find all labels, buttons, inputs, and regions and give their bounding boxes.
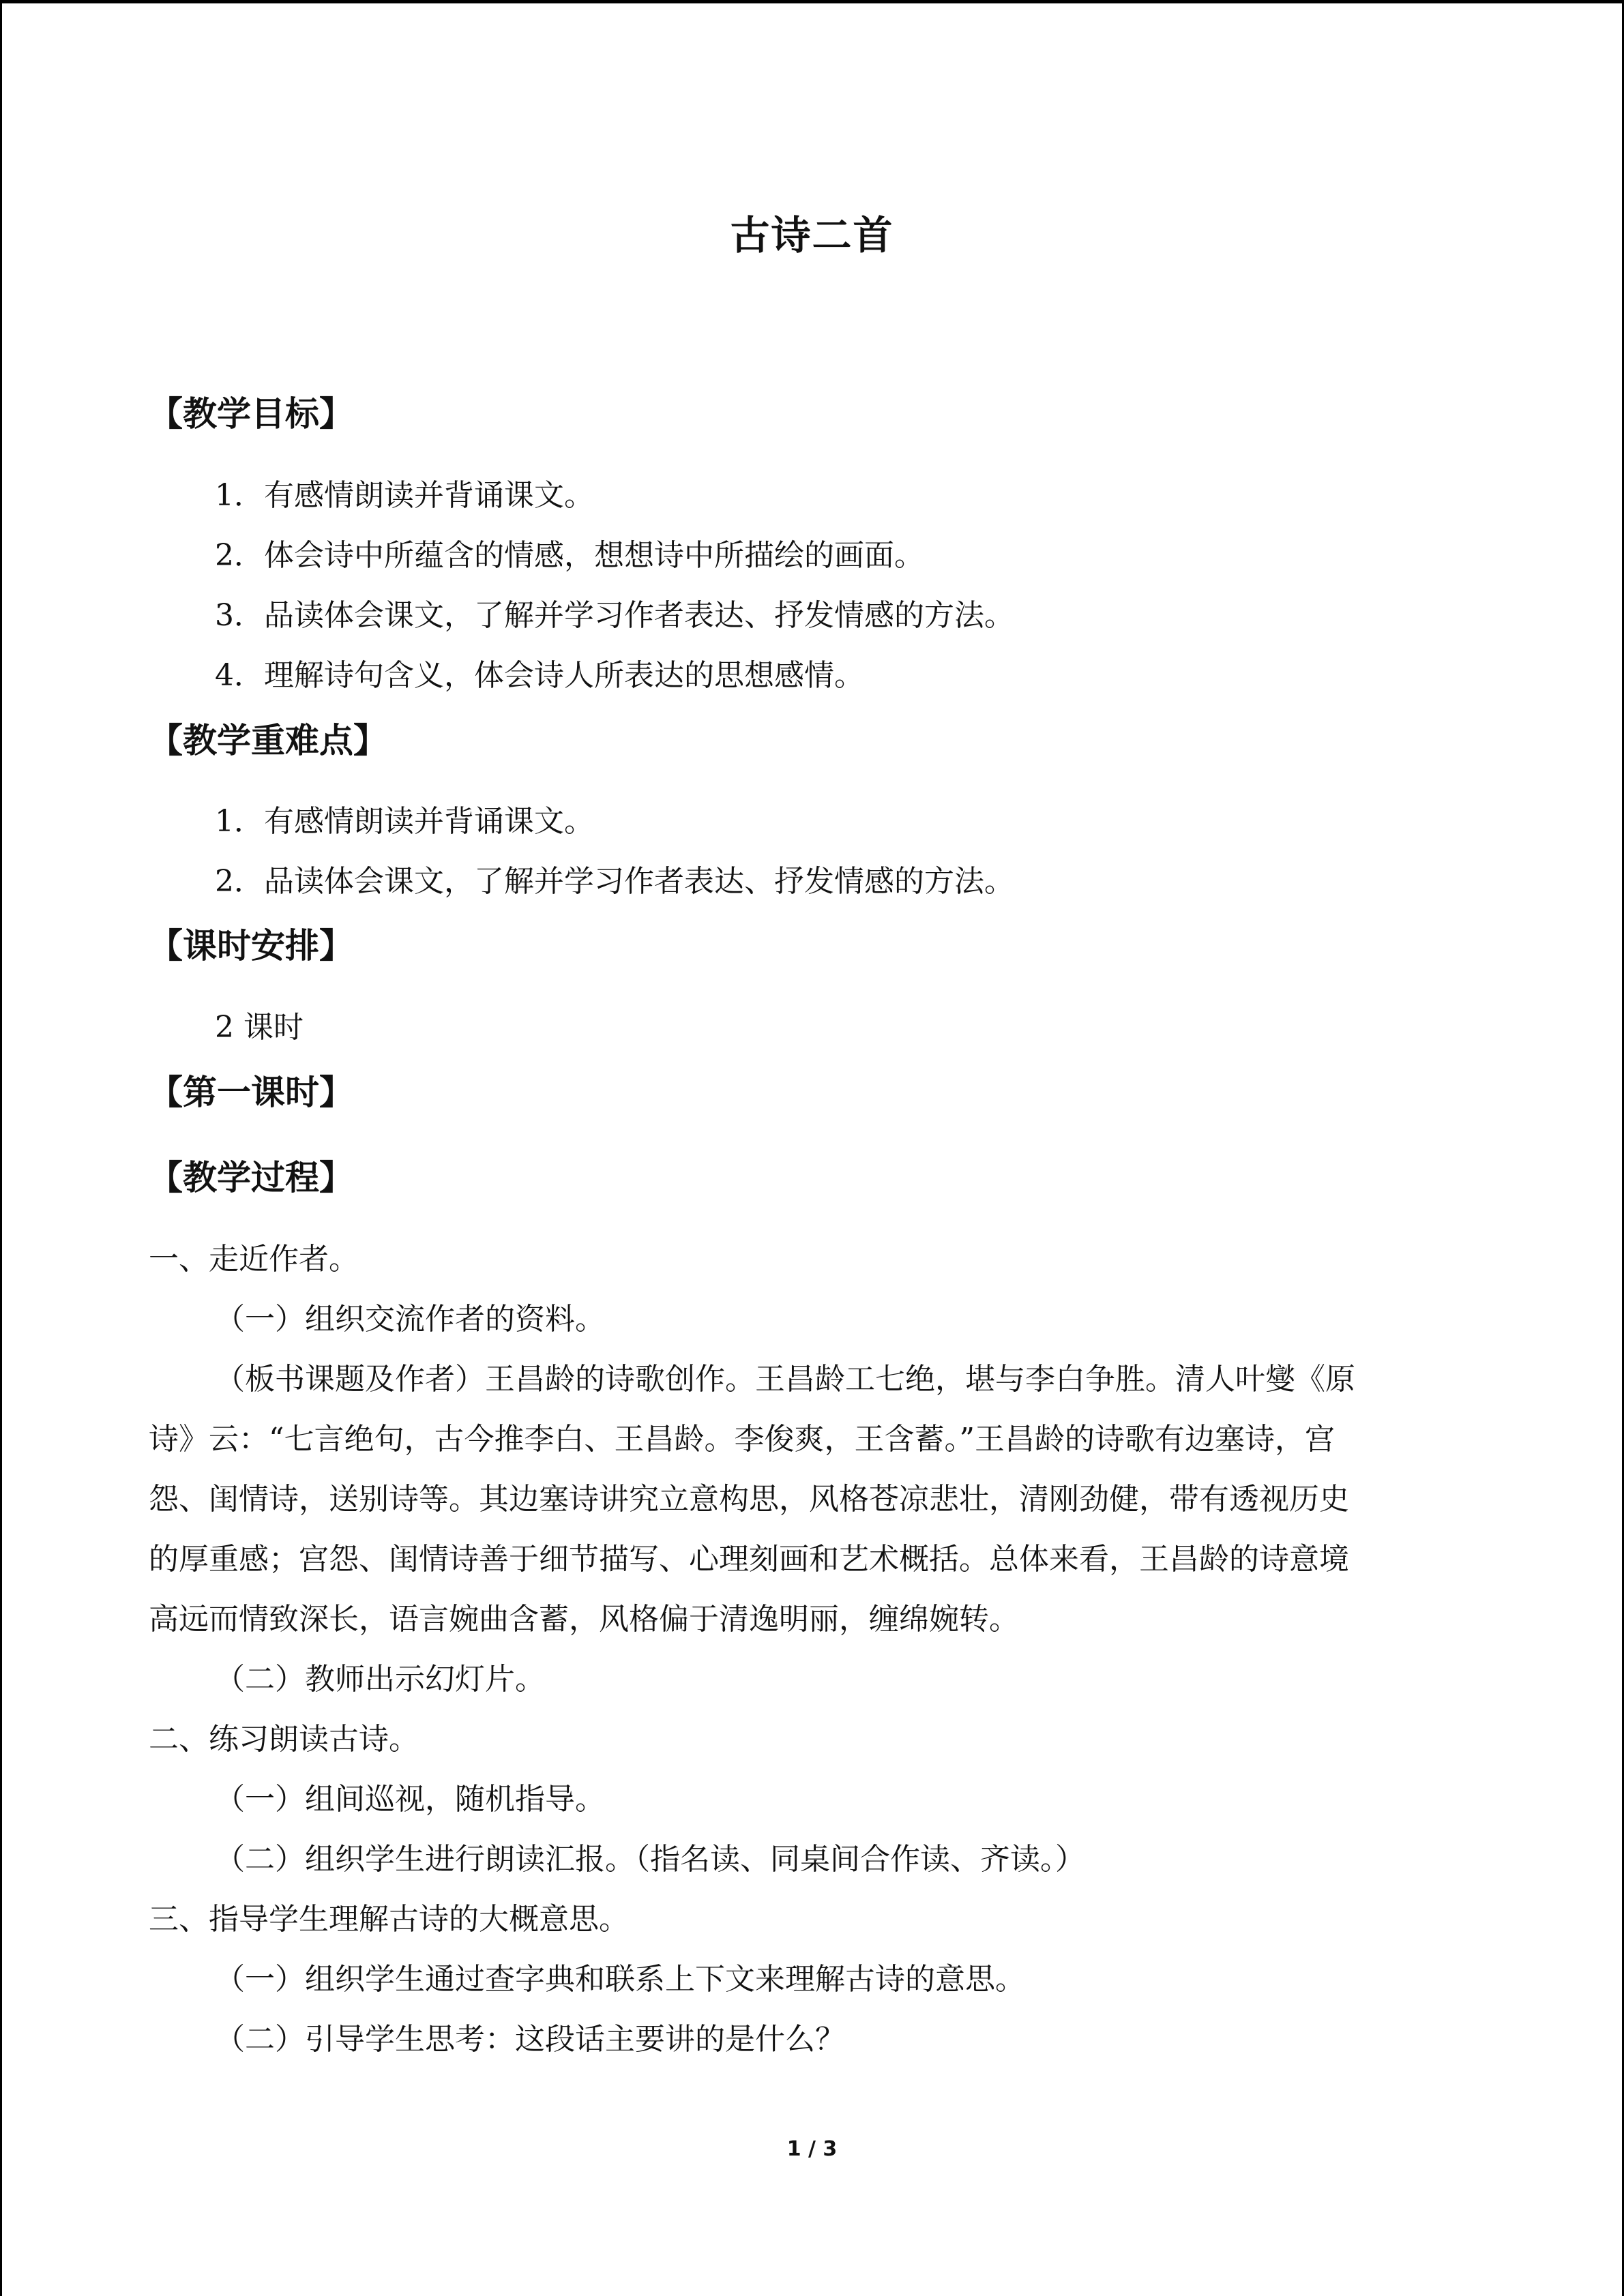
key-point-item-2: 2．品读体会课文，了解并学习作者表达、抒发情感的方法。	[215, 864, 1014, 899]
heading-first-lesson: 【第一课时】	[149, 1072, 353, 1112]
process-line-14: （二）引导学生思考：这段话主要讲的是什么？	[215, 2022, 845, 2057]
process-line-11: （二）组织学生进行朗读汇报。（指名读、同桌间合作读、齐读。）	[215, 1842, 1085, 1877]
process-line-10: （一）组间巡视，随机指导。	[215, 1782, 605, 1817]
heading-key-points: 【教学重难点】	[149, 720, 387, 760]
process-line-2: （一）组织交流作者的资料。	[215, 1302, 605, 1337]
heading-process: 【教学过程】	[149, 1157, 353, 1197]
left-border	[0, 0, 2, 2296]
document-title: 古诗二首	[730, 212, 894, 258]
process-line-13: （一）组织学生通过查字典和联系上下文来理解古诗的意思。	[215, 1962, 1025, 1997]
process-line-6: 的厚重感；宫怨、闺情诗善于细节描写、心理刻画和艺术概括。总体来看，王昌龄的诗意境	[149, 1542, 1349, 1577]
process-line-7: 高远而情致深长，语言婉曲含蓄，风格偏于清逸明丽，缠绵婉转。	[149, 1602, 1019, 1637]
top-border	[0, 0, 1624, 3]
heading-schedule: 【课时安排】	[149, 925, 353, 966]
goal-item-2: 2．体会诗中所蕴含的情感，想想诗中所描绘的画面。	[215, 538, 924, 573]
process-line-1: 一、走近作者。	[149, 1242, 359, 1277]
page-number: 1 / 3	[786, 2137, 838, 2161]
goal-item-3: 3．品读体会课文，了解并学习作者表达、抒发情感的方法。	[215, 598, 1014, 633]
process-line-4: 诗》云：“七言绝句，古今推李白、王昌龄。李俊爽，王含蓄。”王昌龄的诗歌有边塞诗，宫	[149, 1422, 1335, 1457]
goal-item-4: 4．理解诗句含义，体会诗人所表达的思想感情。	[215, 658, 864, 693]
goal-item-1: 1．有感情朗读并背诵课文。	[215, 478, 594, 513]
process-line-9: 二、练习朗读古诗。	[149, 1722, 419, 1757]
schedule-text: 2 课时	[215, 1010, 304, 1045]
key-point-item-1: 1．有感情朗读并背诵课文。	[215, 804, 594, 839]
process-line-8: （二）教师出示幻灯片。	[215, 1662, 545, 1697]
process-line-3: （板书课题及作者）王昌龄的诗歌创作。王昌龄工七绝，堪与李白争胜。清人叶燮《原	[215, 1362, 1355, 1397]
process-line-5: 怨、闺情诗，送别诗等。其边塞诗讲究立意构思，风格苍凉悲壮，清刚劲健，带有透视历史	[149, 1482, 1349, 1517]
process-line-12: 三、指导学生理解古诗的大概意思。	[149, 1902, 629, 1937]
heading-goals: 【教学目标】	[149, 393, 353, 434]
